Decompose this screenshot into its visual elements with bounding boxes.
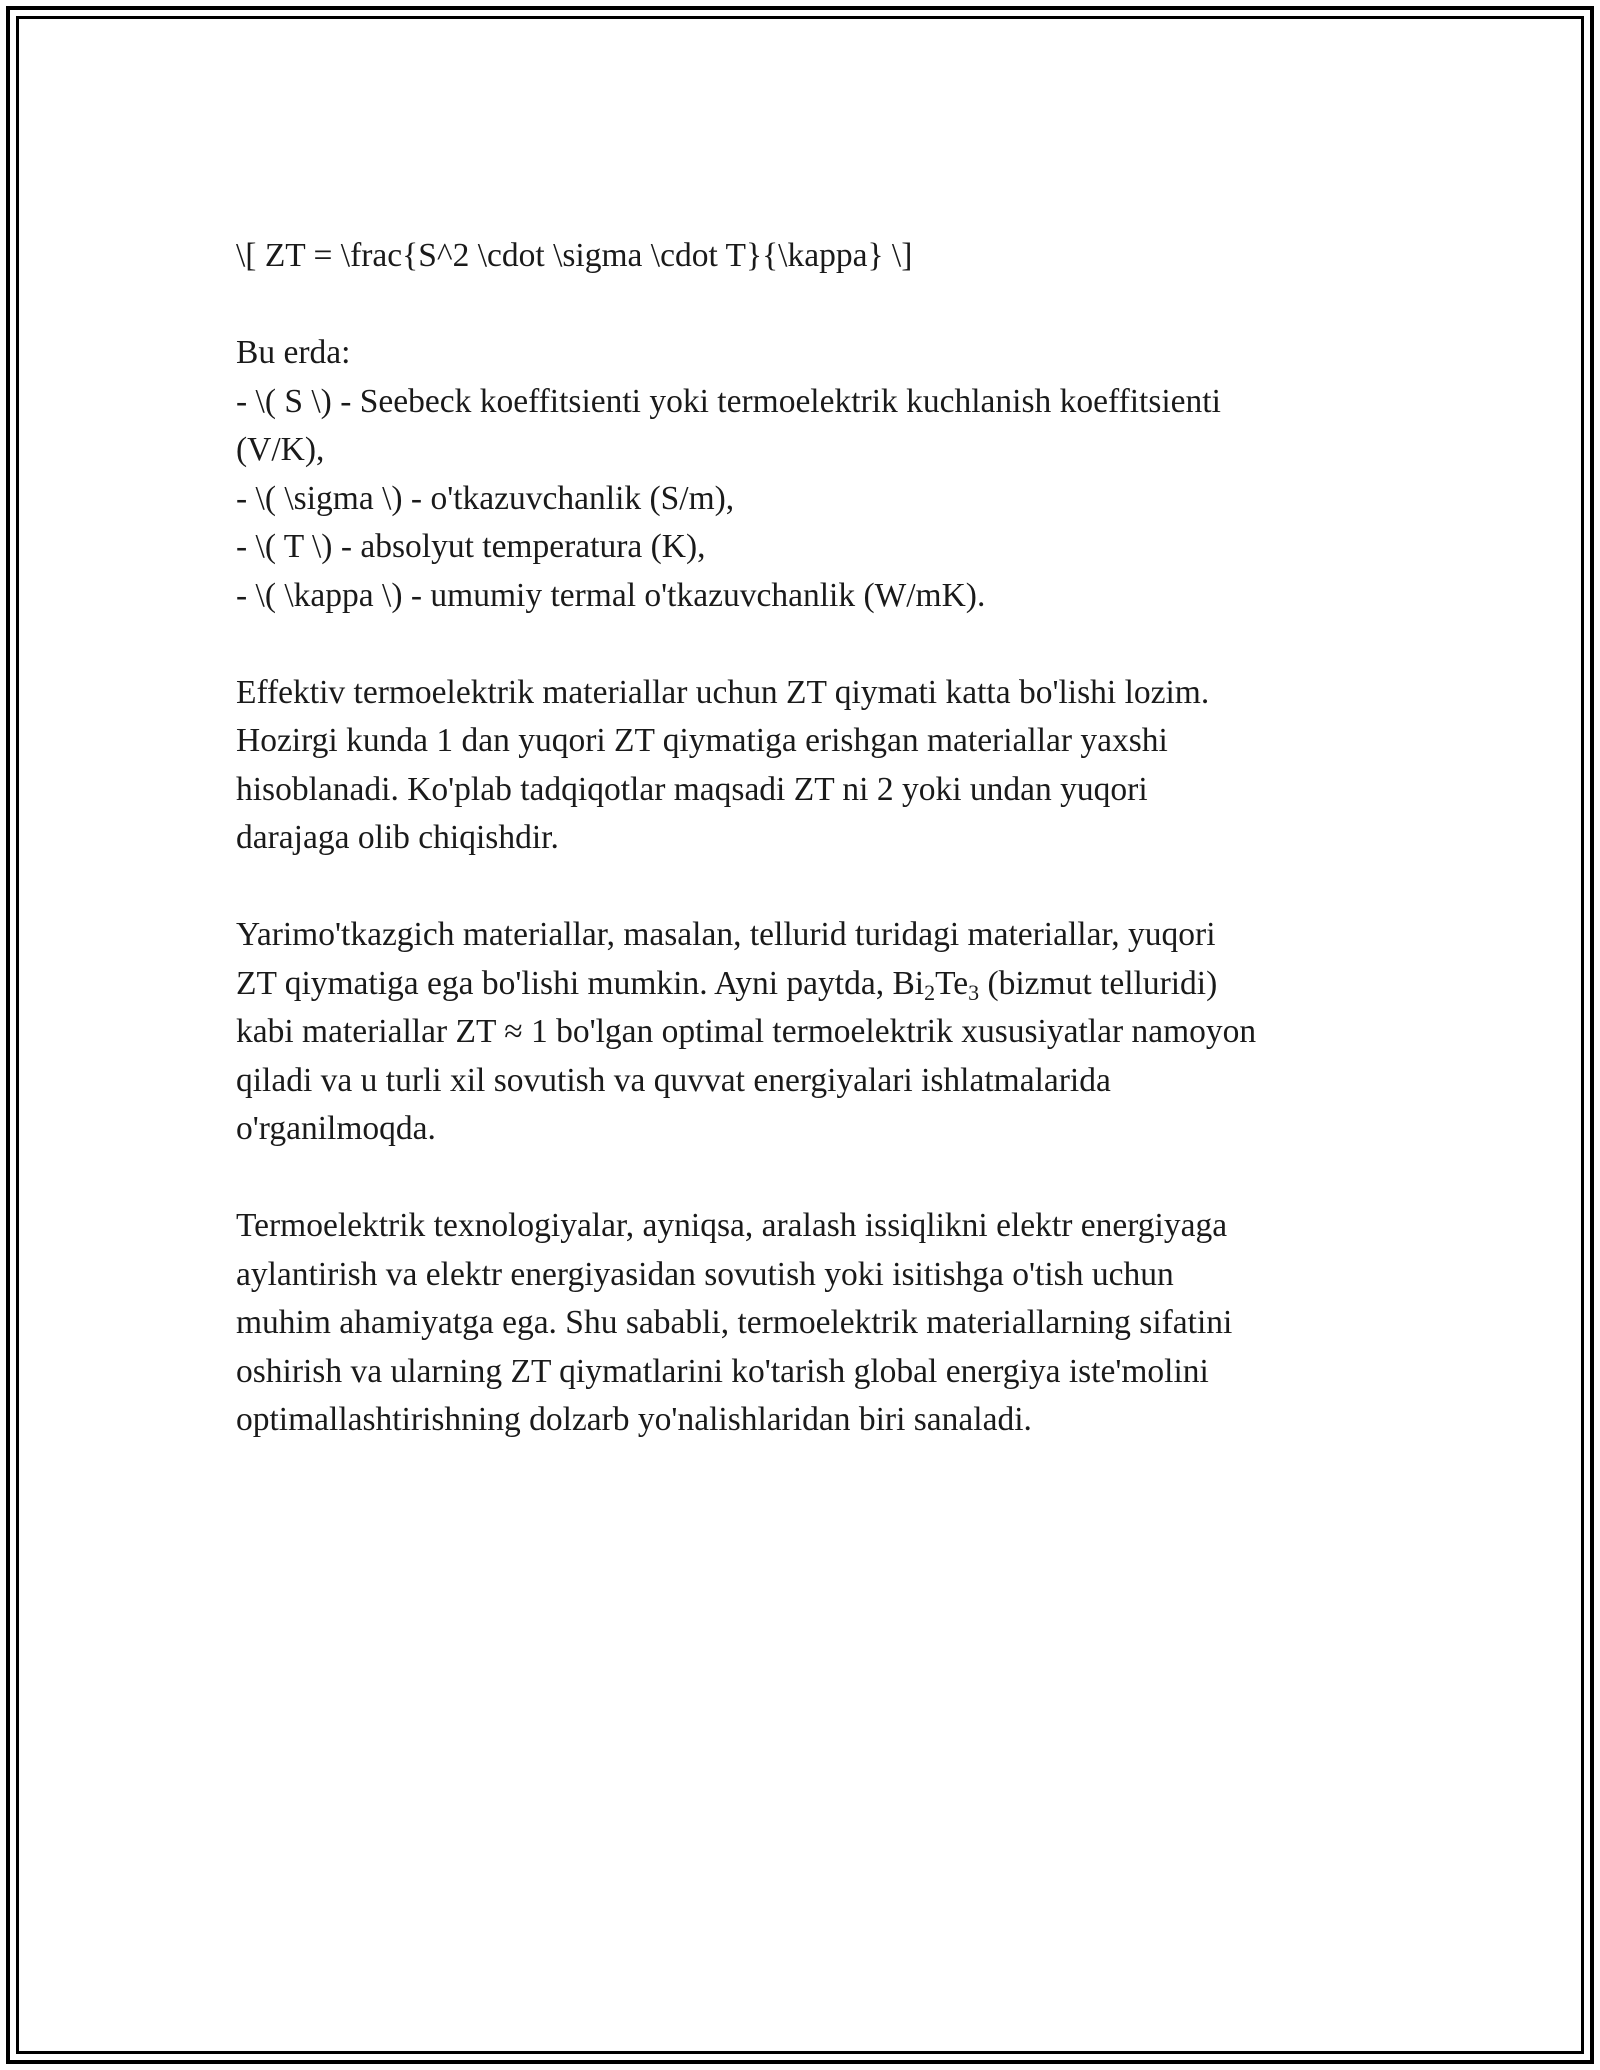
paragraph-line: kabi materiallar ZT ≈ 1 bo'lgan optimal termoelektrik xususiyatlar namoyon — [236, 1013, 1257, 1050]
paragraph-semiconductors — [236, 911, 1376, 1154]
zt-formula: \[ ZT = \frac{S^2 \cdot \sigma \cdot T}{\kappa} \] — [236, 237, 913, 274]
paragraph-line: aylantirish va elektr energiyasidan sovutish yoki isitishga o'tish uchun — [236, 1255, 1174, 1293]
paragraph-line: Yarimo'tkazgich materiallar, masalan, tellurid turidagi materiallar, yuqori — [236, 916, 1216, 953]
definition-line: - \( T \) - absolyut temperatura (K), — [236, 528, 706, 565]
paragraph-line-bi2te3 — [236, 960, 1376, 1009]
line-text-te: Te — [935, 964, 969, 1002]
definition-line: - \( S \) - Seebeck koeffitsienti yoki termoelektrik kuchlanish koeffitsienti — [236, 382, 1221, 420]
paragraph-line: qiladi va u turli xil sovutish va quvvat energiyalari ishlatmalarida — [236, 1061, 1111, 1099]
paragraph-line: darajaga olib chiqishdir. — [236, 819, 559, 856]
paragraph-line: Effektiv termoelektrik materiallar uchun ZT qiymati katta bo'lishi lozim. — [236, 673, 1210, 711]
line-text-before: ZT qiymatiga ega bo'lishi mumkin. Ayni paytda, Bi — [236, 964, 925, 1002]
paragraph-line: optimallashtirishning dolzarb yo'nalishlaridan biri sanaladi. — [236, 1401, 1032, 1438]
paragraph-line: oshirish va ularning ZT qiymatlarini ko'tarish global energiya iste'molini — [236, 1352, 1209, 1390]
paragraph-line: Termoelektrik texnologiyalar, ayniqsa, aralash issiqlikni elektr energiyaga — [236, 1207, 1228, 1244]
line-text-after: (bizmut telluridi) — [979, 964, 1218, 1002]
paragraph-technologies — [236, 1202, 1376, 1445]
definition-line: - \( \sigma \) - o'tkazuvchanlik (S/m), — [236, 479, 735, 517]
document-body — [236, 232, 1376, 1493]
subscript-2: 2 — [924, 979, 936, 1005]
definitions-intro: Bu erda: — [236, 334, 351, 371]
definition-line: - \( \kappa \) - umumiy termal o'tkazuvchanlik (W/mK). — [236, 576, 986, 614]
paragraph-zt-requirements — [236, 669, 1376, 863]
definition-line: (V/K), — [236, 431, 325, 468]
definitions-block — [236, 329, 1376, 620]
paragraph-line: Hozirgi kunda 1 dan yuqori ZT qiymatiga erishgan materiallar yaxshi — [236, 722, 1168, 759]
subscript-3: 3 — [968, 979, 980, 1005]
formula-block — [236, 232, 1376, 281]
paragraph-line: muhim ahamiyatga ega. Shu sababli, termoelektrik materiallarning sifatini — [236, 1304, 1233, 1341]
paragraph-line: o'rganilmoqda. — [236, 1110, 436, 1147]
paragraph-line: hisoblanadi. Ko'plab tadqiqotlar maqsadi ZT ni 2 yoki undan yuqori — [236, 770, 1148, 808]
